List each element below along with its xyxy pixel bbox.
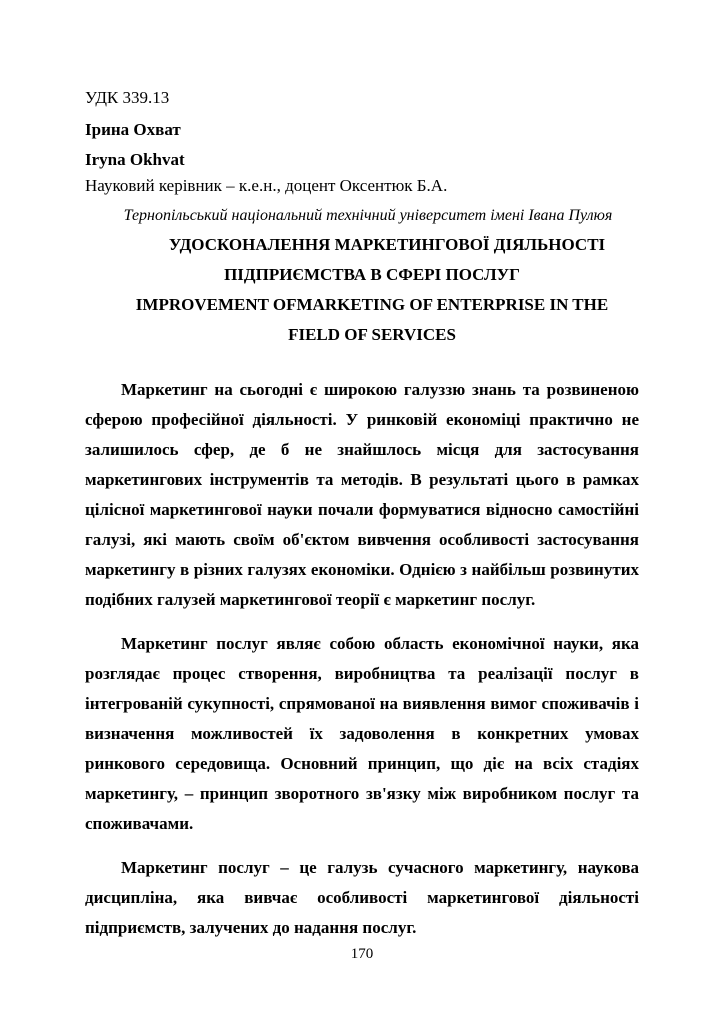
- scientific-supervisor: Науковий керівник – к.е.н., доцент Оксентюк Б.А.: [85, 176, 448, 195]
- page-number: 170: [350, 946, 374, 962]
- udk-code: УДК 339.13: [85, 88, 170, 107]
- title-ukrainian-line-1: УДОСКОНАЛЕННЯ МАРКЕТИНГОВОЇ ДІЯЛЬНОСТІ: [168, 235, 606, 254]
- author-name-english: Iryna Okhvat: [85, 150, 185, 169]
- body-paragraph-2: Маркетинг послуг являє собою область економічної науки, яка розглядає процес створення, виробництва та реалізації послуг в інтегрованій сукупності, спрямованої на виявлення вимог споживачів і визначення можливостей їх задоволення в конкретних умовах ринкового середовища. Основний принцип, що діє на всіх стадіях маркетингу, – принцип зворотного зв'язку між виробником послуг та споживачами.: [85, 634, 639, 833]
- title-english-line-2: FIELD OF SERVICES: [288, 325, 456, 344]
- body-paragraph-1: Маркетинг на сьогодні є широкою галуззю знань та розвиненою сферою професійної діяльності. У ринковій економіці практично не залишилось сфер, де б не знайшлось місця для застосування маркетингових інструментів та методів. В результаті цього в рамках цілісної маркетингової науки почали формуватися відносно самостійні галузі, які мають своїм об'єктом вивчення особливості застосування маркетингу в різних галузях економіки. Однією з найбільш розвинутих подібних галузей маркетингової теорії є маркетинг послуг.: [85, 380, 639, 609]
- title-english-line-1: IMPROVEMENT OFMARKETING OF ENTERPRISE IN THE: [135, 295, 609, 314]
- article-title: [0, 230, 724, 350]
- author-name-ukrainian: Ірина Охват: [85, 120, 181, 139]
- article-body: [85, 375, 639, 957]
- title-ukrainian-line-2: ПІДПРИЄМСТВА В СФЕРІ ПОСЛУГ: [224, 265, 520, 284]
- university-affiliation: Тернопільський національний технічний університет імені Івана Пулюя: [123, 207, 613, 224]
- body-paragraph-3: Маркетинг послуг – це галузь сучасного маркетингу, наукова дисципліна, яка вивчає особливості маркетингової діяльності підприємств, залучених до надання послуг.: [85, 858, 639, 937]
